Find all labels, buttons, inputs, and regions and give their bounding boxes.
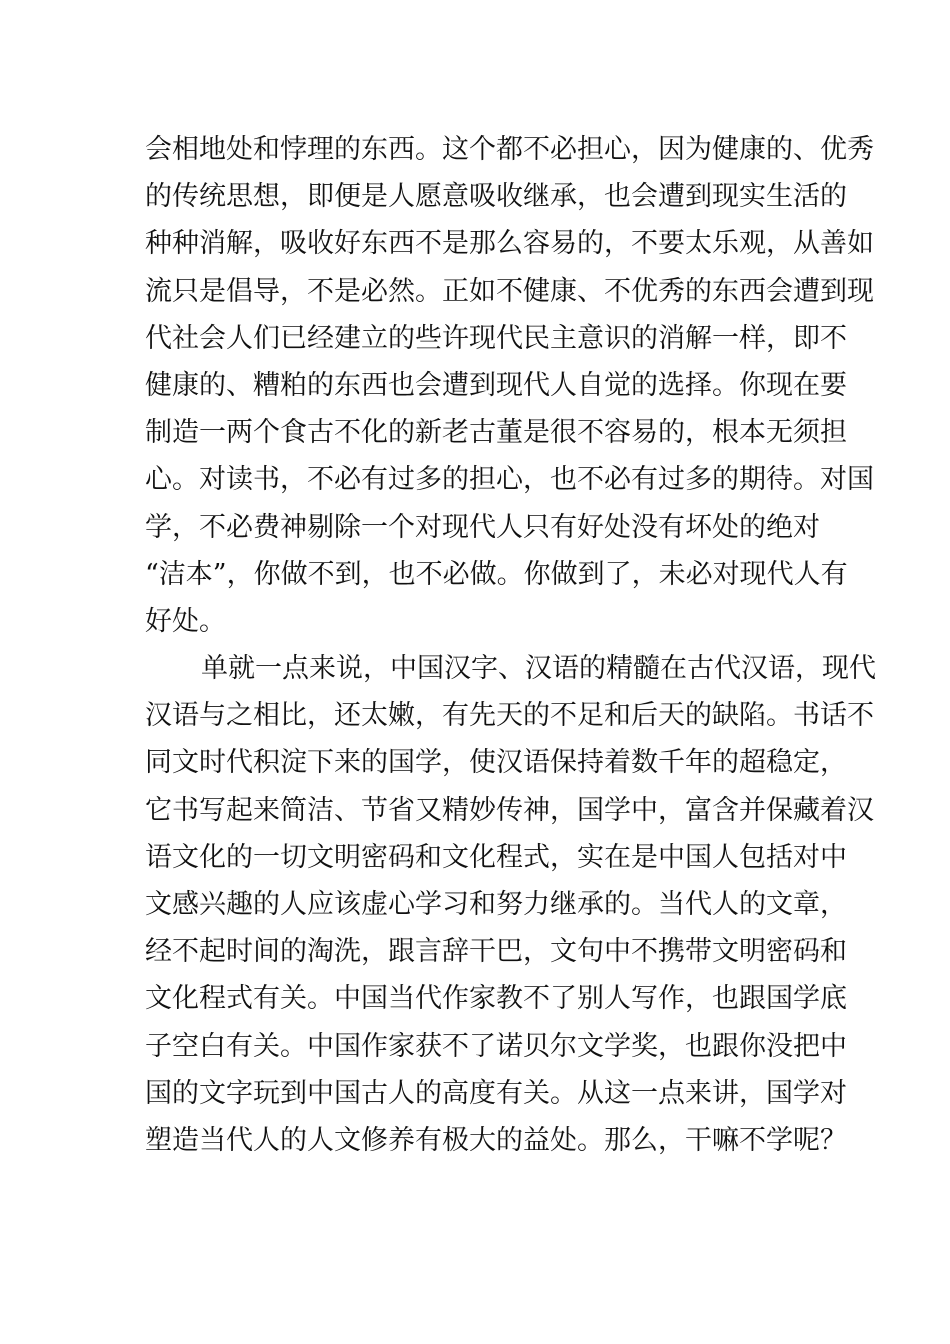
paragraph-2 — [145, 645, 876, 1164]
text-line: 种种消解，吸收好东西不是那么容易的，不要太乐观，从善如 — [145, 228, 874, 260]
text-line: 心。对读书，不必有过多的担心，也不必有过多的期待。对国 — [145, 464, 874, 496]
text-line: 会相地处和悖理的东西。这个都不必担心，因为健康的、优秀 — [145, 134, 874, 165]
text-line: 好处。 — [145, 605, 226, 637]
text-line: 文感兴趣的人应该虚心学习和努力继承的。当代人的文章， — [145, 889, 847, 920]
text-line: 塑造当代人的人文修养有极大的益处。那么，干嘛不学呢？ — [145, 1124, 847, 1156]
text-line: 它书写起来简洁、节省又精妙传神，国学中，富含并保藏着汉 — [145, 794, 874, 826]
text-line: 语文化的一切文明密码和文化程式，实在是中国人包括对中 — [145, 841, 847, 873]
text-line: 文化程式有关。中国当代作家教不了别人写作，也跟国学底 — [145, 983, 847, 1015]
text-line: 健康的、糟粕的东西也会遭到现代人自觉的选择。你现在要 — [145, 369, 847, 401]
text-line: 学，不必费神剔除一个对现代人只有好处没有坏处的绝对 — [145, 511, 820, 543]
text-line: 流只是倡导，不是必然。正如不健康、不优秀的东西会遭到现 — [145, 275, 874, 307]
text-line: 单就一点来说，中国汉字、汉语的精髓在古代汉语，现代 — [201, 653, 876, 685]
text-line: 制造一两个食古不化的新老古董是很不容易的，根本无须担 — [145, 417, 847, 449]
text-line: 的传统思想，即便是人愿意吸收继承，也会遭到现实生活的 — [145, 181, 847, 213]
text-line: 国的文字玩到中国古人的高度有关。从这一点来讲，国学对 — [145, 1077, 847, 1109]
text-line: 经不起时间的淘洗，跟言辞干巴，文句中不携带文明密码和 — [145, 936, 847, 968]
text-line: “洁本”，你做不到，也不必做。你做到了，未必对现代人有 — [145, 558, 848, 590]
document-page — [145, 126, 876, 1164]
paragraph-1 — [145, 126, 874, 645]
text-line: 同文时代积淀下来的国学，使汉语保持着数千年的超稳定， — [145, 747, 847, 779]
text-line: 汉语与之相比，还太嫩，有先天的不足和后天的缺陷。书话不 — [145, 700, 874, 732]
text-line: 代社会人们已经建立的些许现代民主意识的消解一样，即不 — [145, 322, 847, 354]
text-line: 子空白有关。中国作家获不了诺贝尔文学奖，也跟你没把中 — [145, 1030, 847, 1062]
